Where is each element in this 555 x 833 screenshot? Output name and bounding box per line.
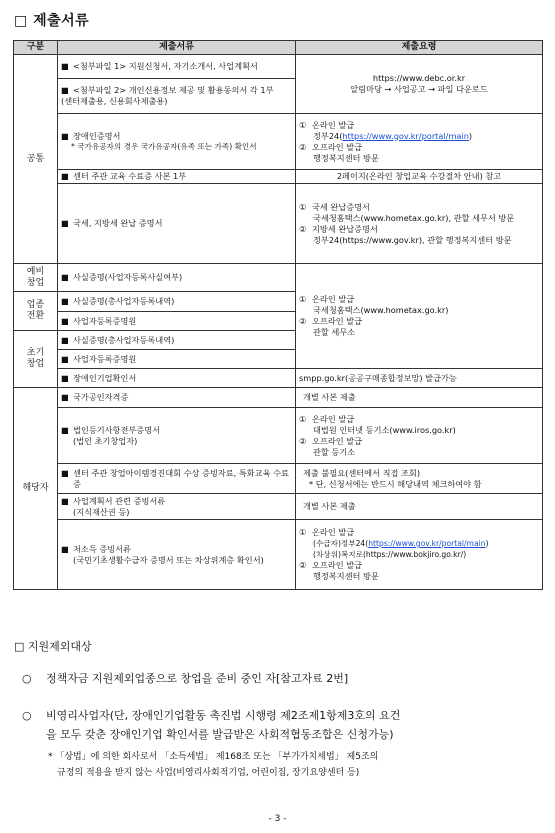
method-cell bbox=[296, 184, 543, 264]
note-text: 규정의 적용을 받지 않는 사업(비영리사회적기업, 어린이집, 장기요양센터 등) bbox=[57, 768, 360, 778]
submission-documents-table bbox=[13, 40, 543, 590]
doc-subtext: (국민기초생활수급자 증명서 또는 차상위계층 확인서) bbox=[73, 554, 264, 565]
doc-note: * 국가유공자의 경우 국가유공자(유족 또는 가족) 확인서 bbox=[71, 142, 257, 151]
page-heading bbox=[14, 10, 89, 30]
square-bullet-icon: ■ bbox=[61, 353, 69, 364]
square-bullet-icon: ■ bbox=[61, 85, 69, 95]
method-title: 온라인 발급 bbox=[312, 294, 355, 304]
doc-text: 센터 주관 창업아이템경진대회 수상 증빙자료, 특화교육 수료증 bbox=[73, 467, 289, 489]
method-cell: smpp.go.kr(공공구매종합정보망) 발급가능 bbox=[296, 369, 543, 388]
square-bullet-icon: ■ bbox=[61, 543, 69, 554]
square-bullet-icon: ■ bbox=[61, 424, 69, 435]
method-cell bbox=[296, 114, 543, 170]
circled-number: ② bbox=[299, 316, 307, 326]
table-row bbox=[14, 408, 543, 464]
group-early-startup: 초기 창업 bbox=[14, 331, 58, 388]
square-bullet-icon: ■ bbox=[61, 315, 69, 326]
table-row bbox=[14, 464, 543, 494]
table-row bbox=[14, 184, 543, 264]
method-title: 온라인 발급 bbox=[312, 527, 355, 537]
doc-subtext: (센터제출용, 신용회사제출용) bbox=[61, 96, 168, 106]
method-detail: 정부24( bbox=[313, 130, 343, 141]
method-detail: 관할 세무소 bbox=[313, 327, 356, 337]
square-bullet-icon: ■ bbox=[61, 334, 69, 345]
square-bullet-icon: ■ bbox=[61, 392, 69, 402]
table-header-row bbox=[14, 41, 543, 55]
method-cell bbox=[296, 55, 543, 114]
method-detail: 관할 등기소 bbox=[313, 446, 356, 457]
doc-cell bbox=[58, 350, 296, 369]
doc-cell bbox=[58, 464, 296, 494]
method-detail: 국세청홈택스(www.hometax.go.kr) bbox=[313, 305, 449, 315]
method-cell bbox=[296, 494, 543, 520]
exclusion-item-1 bbox=[22, 669, 348, 688]
method-detail: 개별 사본 제출 bbox=[303, 501, 356, 511]
circled-number: ② bbox=[299, 223, 307, 234]
doc-text: 센터 주관 교육 수료증 사본 1부 bbox=[73, 171, 187, 181]
table-row bbox=[14, 388, 543, 408]
circled-number: ① bbox=[299, 201, 307, 212]
method-detail: (차상위)복지로(https://www.bokjiro.go.kr/) bbox=[313, 550, 467, 559]
group-applicable: 해당자 bbox=[14, 388, 58, 590]
doc-cell bbox=[58, 369, 296, 388]
checkbox-square-icon: □ bbox=[14, 640, 25, 653]
method-detail: 국세청홈택스(www.hometax.go.kr), 관할 세무서 방문 bbox=[313, 212, 515, 223]
heading-title: 제출서류 bbox=[33, 13, 90, 29]
table-row bbox=[14, 520, 543, 590]
doc-cell bbox=[58, 520, 296, 590]
method-detail: ) bbox=[468, 130, 473, 141]
download-path: 알림마당 → 사업공고 → 파일 다운로드 bbox=[350, 84, 488, 94]
item-text: 비영리사업자(단, 장애인기업활동 촉진법 시행령 제2조제1항제3호의 요건 bbox=[46, 709, 401, 722]
method-detail: 정부24(https://www.gov.kr), 관할 행정복지센터 방문 bbox=[313, 234, 512, 245]
doc-cell bbox=[58, 55, 296, 79]
square-bullet-icon: ■ bbox=[61, 372, 69, 383]
checkbox-square-icon: □ bbox=[14, 13, 28, 29]
doc-text: 사업계획서 관련 증빙서류 bbox=[73, 495, 166, 506]
method-detail: 개별 사본 제출 bbox=[303, 392, 356, 402]
circle-bullet-icon: ○ bbox=[22, 672, 32, 685]
circle-bullet-icon: ○ bbox=[22, 709, 32, 722]
page-number: - 3 - bbox=[268, 814, 287, 824]
doc-cell bbox=[58, 388, 296, 408]
method-detail: 제출 불필요(센터에서 직접 조회) bbox=[303, 467, 421, 478]
doc-cell bbox=[58, 264, 296, 292]
method-cell bbox=[296, 264, 543, 369]
circled-number: ① bbox=[299, 294, 307, 304]
method-title: 오프라인 발급 bbox=[312, 141, 363, 152]
doc-cell bbox=[58, 331, 296, 350]
doc-cell bbox=[58, 184, 296, 264]
gov24-link[interactable]: https://www.gov.kr/portal/main bbox=[342, 130, 469, 141]
doc-text: 국가공인자격증 bbox=[73, 392, 129, 402]
method-cell bbox=[296, 408, 543, 464]
method-detail: 행정복지센터 방문 bbox=[313, 152, 379, 163]
square-bullet-icon: ■ bbox=[61, 296, 69, 306]
table-row bbox=[14, 114, 543, 170]
table-row bbox=[14, 170, 543, 184]
table-row bbox=[14, 264, 543, 292]
doc-text: 저소득 증빙서류 bbox=[73, 543, 131, 554]
table-row bbox=[14, 369, 543, 388]
doc-text: 사실증명(총사업자등록내역) bbox=[73, 334, 175, 345]
circled-number: ① bbox=[299, 413, 307, 424]
square-bullet-icon: ■ bbox=[61, 495, 69, 506]
method-title: 지방세 완납증명서 bbox=[312, 223, 378, 234]
doc-text: 사업자등록증명원 bbox=[73, 315, 137, 326]
exclusion-note bbox=[48, 749, 378, 781]
square-bullet-icon: ■ bbox=[61, 218, 69, 228]
item-text: 을 모두 갖춘 장애인기업 확인서를 발급받은 사회적협동조합은 신청가능) bbox=[46, 728, 394, 741]
doc-cell bbox=[58, 494, 296, 520]
table-row bbox=[14, 494, 543, 520]
method-title: 오프라인 발급 bbox=[312, 435, 363, 446]
doc-text: 장애인증명서 bbox=[73, 131, 121, 141]
circled-number: ② bbox=[299, 560, 307, 570]
doc-text: 장애인기업확인서 bbox=[73, 372, 137, 383]
method-detail: (수급자)정부24( bbox=[313, 539, 369, 548]
method-detail: 행정복지센터 방문 bbox=[313, 571, 379, 581]
square-bullet-icon: ■ bbox=[61, 131, 69, 141]
group-pre-startup: 예비 창업 bbox=[14, 264, 58, 292]
doc-text: 사실증명(사업자등록사실여부) bbox=[73, 272, 183, 282]
circled-number: ② bbox=[299, 141, 307, 152]
doc-text: <첨부파일 2> 개인신용정보 제공 및 활용동의서 각 1부 bbox=[73, 85, 274, 95]
col-header-category: 구분 bbox=[14, 41, 58, 55]
method-title: 오프라인 발급 bbox=[312, 316, 363, 326]
method-title: 온라인 발급 bbox=[312, 413, 355, 424]
doc-cell bbox=[58, 292, 296, 312]
circled-number: ① bbox=[299, 119, 307, 130]
doc-cell bbox=[58, 170, 296, 184]
doc-text: 사업자등록증명원 bbox=[73, 353, 137, 364]
doc-text: 사실증명(총사업자등록내역) bbox=[73, 296, 175, 306]
circled-number: ① bbox=[299, 527, 307, 537]
col-header-method: 제출요령 bbox=[296, 41, 543, 55]
square-bullet-icon: ■ bbox=[61, 61, 69, 71]
method-title: 오프라인 발급 bbox=[312, 560, 363, 570]
note-text: * 「상법」에 의한 회사로서 「소득세법」 제168조 또는 「부가가치세법」 제5조의 bbox=[48, 752, 379, 762]
col-header-document: 제출서류 bbox=[58, 41, 296, 55]
method-cell: 2페이지(온라인 창업교육 수강절차 안내) 참고 bbox=[296, 170, 543, 184]
circled-number: ② bbox=[299, 435, 307, 446]
method-cell bbox=[296, 520, 543, 590]
method-cell bbox=[296, 388, 543, 408]
square-bullet-icon: ■ bbox=[61, 272, 69, 282]
table-row bbox=[14, 55, 543, 79]
square-bullet-icon: ■ bbox=[61, 467, 69, 478]
section-title: 지원제외대상 bbox=[27, 640, 92, 653]
doc-subtext: (법인 초기창업자) bbox=[73, 435, 138, 446]
doc-text: 법인등기사항전부증명서 bbox=[73, 424, 161, 435]
doc-text: 국세, 지방세 완납 증명서 bbox=[73, 218, 163, 228]
square-bullet-icon: ■ bbox=[61, 171, 69, 181]
doc-cell bbox=[58, 408, 296, 464]
group-conversion: 업종 전환 bbox=[14, 292, 58, 331]
method-detail: 대법원 인터넷 등기소(www.iros.go.kr) bbox=[313, 424, 456, 435]
doc-cell bbox=[58, 79, 296, 114]
gov24-link[interactable]: https://www.gov.kr/portal/main bbox=[368, 539, 486, 548]
method-cell bbox=[296, 464, 543, 494]
group-common: 공통 bbox=[14, 55, 58, 264]
method-note: * 단, 신청서에는 반드시 해당내역 체크하여야 함 bbox=[309, 478, 482, 489]
method-detail: ) bbox=[485, 539, 489, 548]
doc-text: <첨부파일 1> 지원신청서, 자기소개서, 사업계획서 bbox=[73, 61, 258, 71]
section-heading-exclusions bbox=[14, 638, 92, 654]
doc-cell bbox=[58, 114, 296, 170]
item-text: 정책자금 지원제외업종으로 창업을 준비 중인 자[참고자료 2번] bbox=[46, 672, 349, 685]
exclusion-item-2 bbox=[22, 706, 400, 744]
method-title: 온라인 발급 bbox=[312, 119, 355, 130]
debc-url: https://www.debc.or.kr bbox=[372, 73, 466, 83]
doc-cell bbox=[58, 312, 296, 331]
doc-subtext: (지식재산권 등) bbox=[73, 506, 130, 517]
method-title: 국세 완납증명서 bbox=[312, 201, 370, 212]
